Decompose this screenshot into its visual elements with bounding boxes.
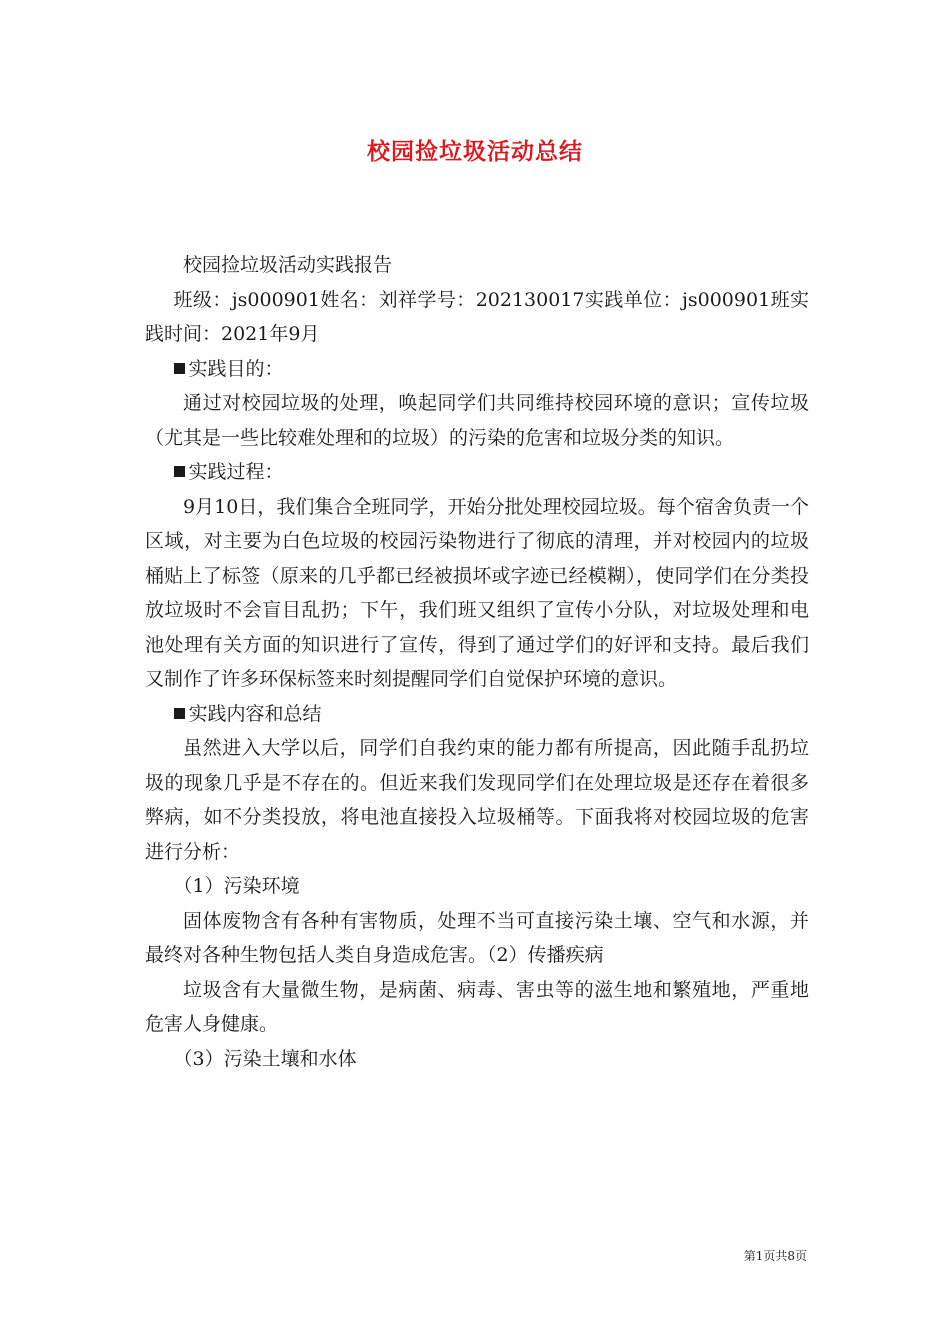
- section-heading-label: 实践目的：: [188, 357, 284, 380]
- bullet-square-icon: [174, 466, 185, 477]
- section-heading-label: 实践内容和总结: [188, 702, 322, 725]
- paragraph-pollution: 固体废物含有各种有害物质，处理不当可直接污染土壤、空气和水源，并最终对各种生物包括人类自身造成危害。（2）传播疾病: [145, 909, 809, 966]
- paragraph-purpose: 通过对校园垃圾的处理，唤起同学们共同维持校园环境的意识；宣传垃圾（尤其是一些比较难处理和的垃圾）的污染的危害和垃圾分类的知识。: [145, 392, 809, 449]
- subheading-soil-water: （3）污染土壤和水体: [173, 1047, 357, 1070]
- section-heading-label: 实践过程：: [188, 461, 284, 483]
- section-heading-process: [145, 455, 809, 490]
- paragraph-process: 9月10日，我们集合全班同学，开始分批处理校园垃圾。每个宿舍负责一个区域，对主要为白色垃圾的校园污染物进行了彻底的清理，并对校园内的垃圾桶贴上了标签（原来的几乎都已经被损坏或字迹已经模糊），使同学们在分类投放垃圾时不会盲目乱扔；下午，我们班又组织了宣传小分队，对垃圾处理和电池处理有关方面的知识进行了宣传，得到了通过学们的好评和支持。最后我们又制作了许多环保标签来时刻提醒同学们自觉保护环境的意识。: [145, 495, 809, 690]
- document-title: 校园捡垃圾活动总结: [367, 138, 583, 165]
- page-number: 第1页共8页: [743, 1249, 807, 1263]
- bullet-square-icon: [174, 708, 185, 719]
- paragraph-disease: 垃圾含有大量微生物，是病菌、病毒、害虫等的滋生地和繁殖地，严重地危害人身健康。: [145, 978, 809, 1035]
- report-heading: 校园捡垃圾活动实践报告: [183, 254, 393, 276]
- section-heading-summary: [145, 697, 809, 732]
- section-heading-purpose: [145, 352, 809, 387]
- report-info: 班级：js000901姓名：刘祥学号：202130017实践单位：js000901班实践时间：2021年9月: [145, 288, 809, 345]
- document-body: [145, 248, 809, 1076]
- bullet-square-icon: [174, 363, 185, 374]
- subheading-pollution: （1）污染环境: [173, 875, 300, 897]
- paragraph-summary: 虽然进入大学以后，同学们自我约束的能力都有所提高，因此随手乱扔垃圾的现象几乎是不存在的。但近来我们发现同学们在处理垃圾是还存在着很多弊病，如不分类投放，将电池直接投入垃圾桶等。下面我将对校园垃圾的危害进行分析：: [145, 737, 809, 863]
